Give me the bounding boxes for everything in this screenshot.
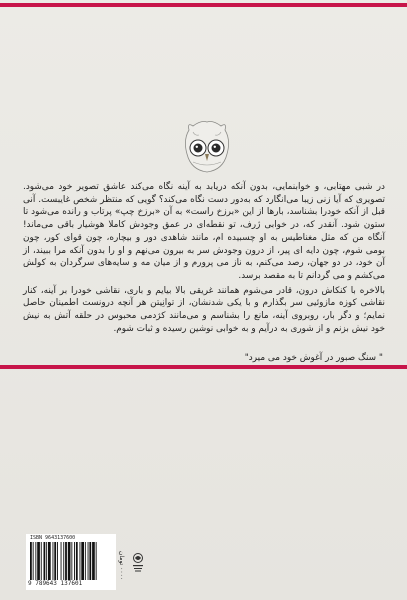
- blurb-paragraph-2: بالاخره با کنکاش درون، قادر می‌شوم همانند غریقی بالا بیایم و باری، نقاشی خودرا بر آینه، کنار نقاشی کوزه مازوئیی سر بگذارم و با یکی شدنشان، از توانِیتن هر آنچه درونست اطمینان حاصل نمایم؛ و دگر بار، روبروی آینه، مانع را بشناسم و می‌مانند کژدمی محبوس در حلقه آتش به نیش خود نیش بزنم و از شوری به درآیم و به خوابی نوشین رسیده و ثبات شوم.: [23, 285, 385, 334]
- price-label: ۰۰۰۰ تومان: [118, 551, 125, 581]
- blurb-paragraph-1: در شبی مهتابی، و خوابنمایی، بدون آنکه دریابد به آینه نگاه می‌کند عاشق تصویر خود می‌شود. تصویری که آیا زنی زیبا می‌انگارد که به‌دور دست نگاه می‌کند؟ گویی که منتظر شخص غایبست. آنی قبل از آنکه خودرا بشناسد، بارها از این «برزخ راست» به آن «برزخ چپ» پرتاب و رانده می‌شود تا ستون شود. آنقدر که، در خوابی ژرف، تو نقطه‌ای در عمق وجودش کاملا هوشیار باقی می‌ماند! آنگاه من که مثل مغناطیس به او چسبیده ام، مانند شاهدی دور و بیچاره، چون قوای کور، چون بومی شوم، چون دایه ای پیر، از درون وجودش سر به بیرون می‌نهم و او را بدون آنکه مرا ببیند، از آن خود، در دو جهان، رصد می‌کنم، به ناز می پرورم و از میان مه و سایه‌های سرگردان به کولش می‌کشم و می گردانم تا به مقصد برسد.: [23, 182, 385, 281]
- blurb-text: [23, 181, 385, 337]
- publisher-logo-icon: [131, 552, 145, 574]
- bottom-red-rule: [0, 365, 407, 369]
- barcode-panel: [26, 534, 116, 590]
- barcode-bars: [30, 542, 112, 580]
- owl-emblem-icon: [181, 118, 233, 174]
- barcode-digits: 9 789643 137601: [28, 580, 83, 587]
- top-red-rule: [0, 3, 407, 7]
- isbn-label: ISBN 9643137600: [30, 535, 76, 541]
- tagline-quote: " سنگ صبور در آغوش خود می میرد": [244, 353, 383, 363]
